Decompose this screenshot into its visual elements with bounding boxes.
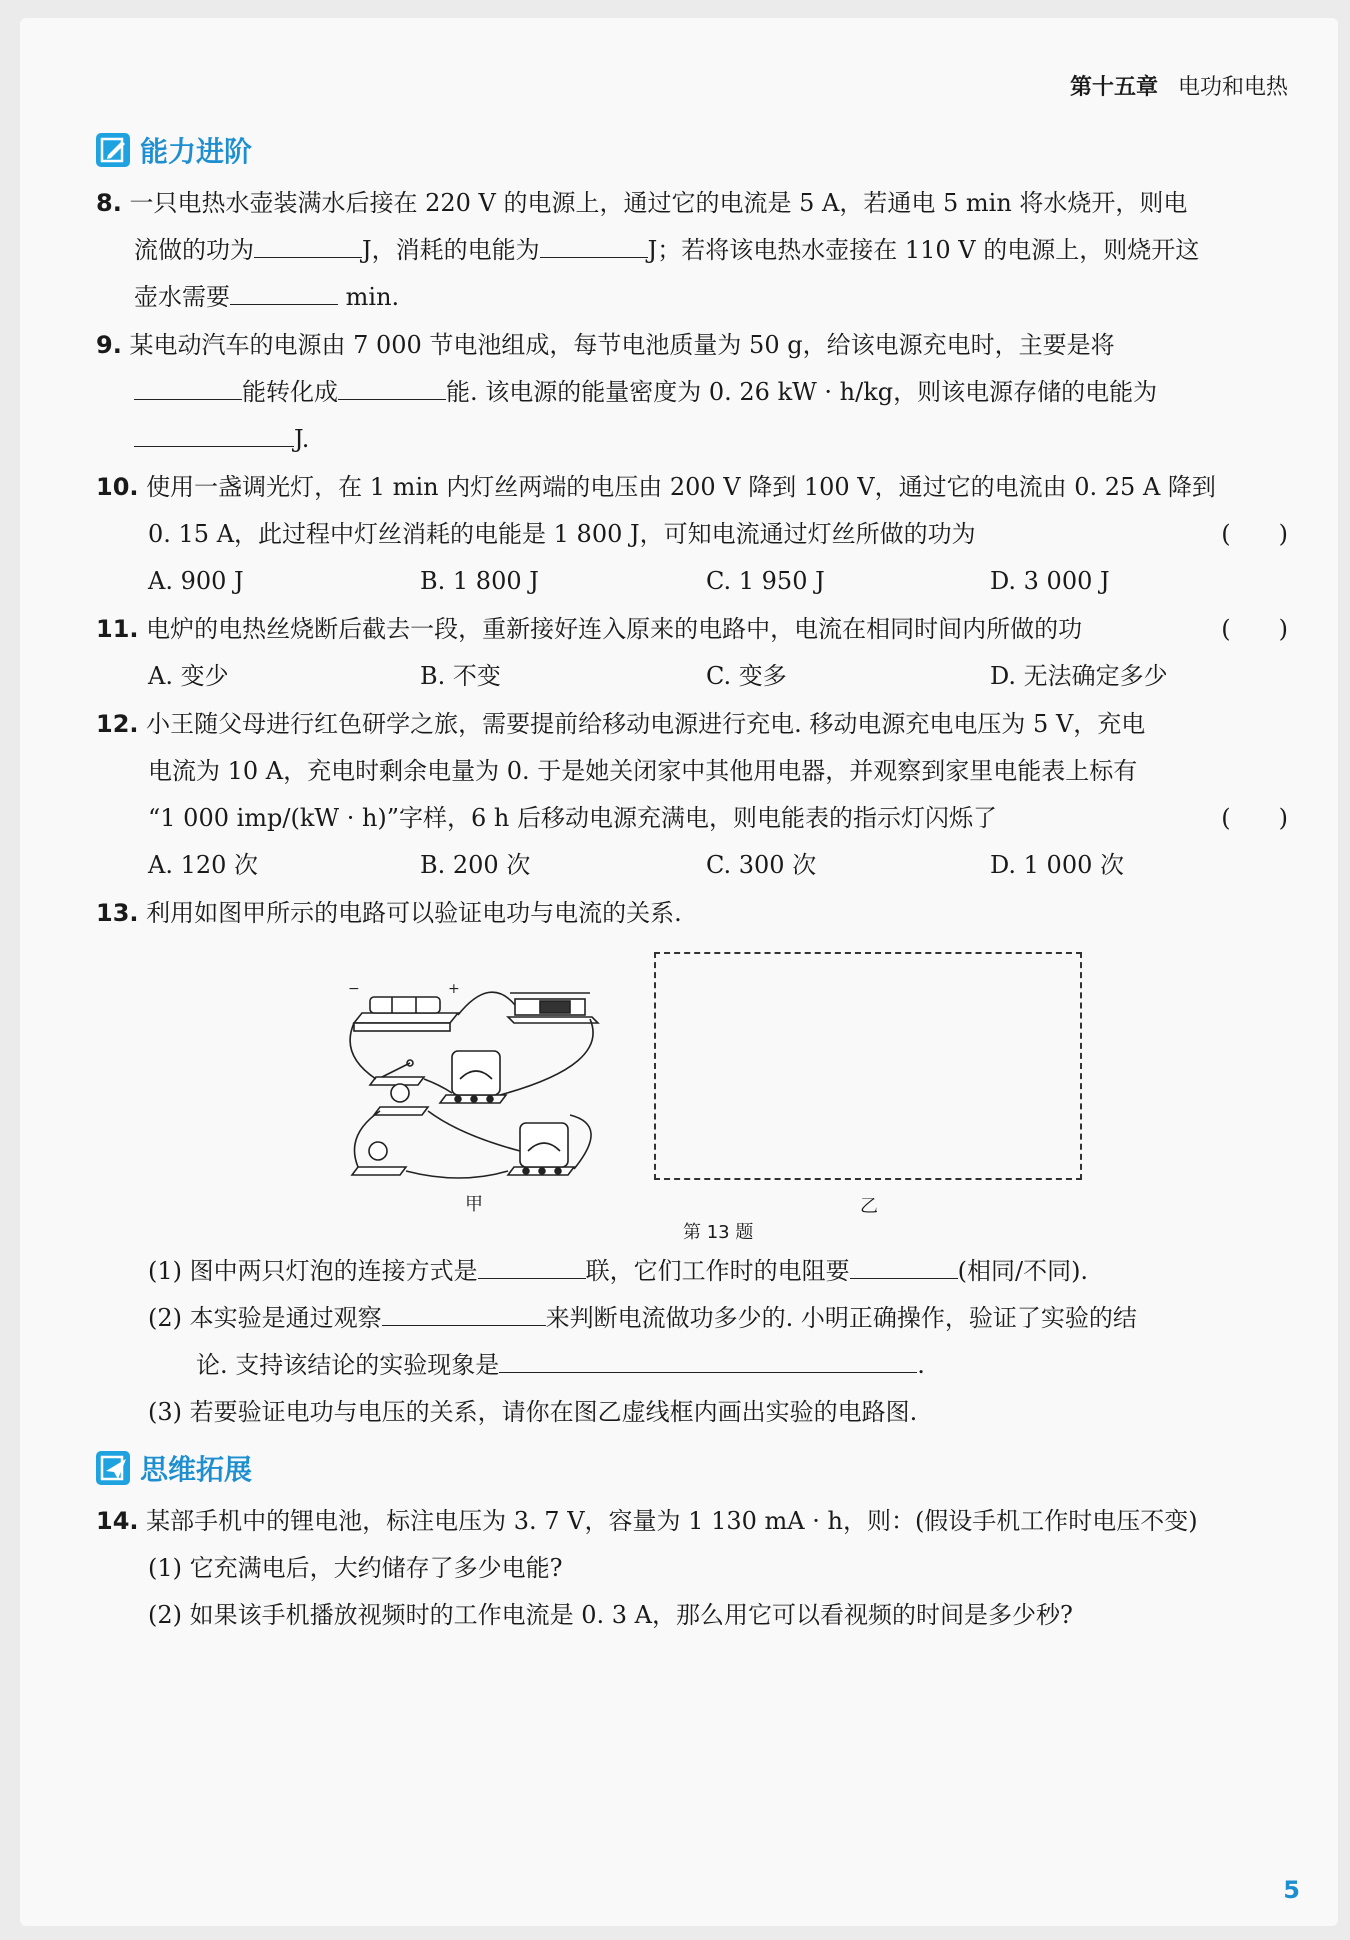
answer-paren[interactable]: ( ) (1221, 804, 1288, 832)
q14-sub2 (148, 1600, 1073, 1630)
q8-line1 (96, 188, 1187, 218)
option-d[interactable]: D. 无法确定多少 (990, 662, 1168, 690)
question-text: (2) 如果该手机播放视频时的工作电流是 0. 3 A，那么用它可以看视频的时间是多少秒? (148, 1601, 1073, 1629)
question-text: 利用如图甲所示的电路可以验证电功与电流的关系. (146, 899, 682, 927)
question-text: 某电动汽车的电源由 7 000 节电池组成，每节电池质量为 50 g，给该电源充电时，主要是将 (129, 331, 1115, 359)
q8-line3 (134, 282, 399, 312)
section-title: 能力进阶 (140, 135, 253, 168)
question-text: 来判断电流做功多少的. 小明正确操作，验证了实验的结 (545, 1304, 1137, 1332)
answer-blank[interactable] (254, 235, 362, 258)
svg-text:−: − (348, 981, 360, 997)
option-d[interactable]: D. 3 000 J (990, 567, 1110, 595)
figure-caption: 第 13 题 (683, 1222, 754, 1243)
pencil-icon (96, 133, 130, 167)
question-text: 能. 该电源的能量密度为 0. 26 kW · h/kg，则该电源存储的电能为 (446, 378, 1158, 406)
option-b[interactable]: B. 不变 (420, 662, 501, 690)
option-d[interactable]: D. 1 000 次 (990, 851, 1124, 879)
question-text: 某部手机中的锂电池，标注电压为 3. 7 V，容量为 1 130 mA · h，则：(假设手机工作时电压不变) (146, 1507, 1198, 1535)
option-a[interactable]: A. 900 J (148, 567, 244, 595)
q9-line3 (134, 424, 309, 454)
q11-line1 (96, 614, 1082, 644)
figure-label-b: 乙 (860, 1196, 878, 1217)
question-text: 论. 支持该结论的实验现象是 (196, 1351, 500, 1379)
svg-text:+: + (448, 981, 460, 997)
question-text: J，消耗的电能为 (362, 236, 540, 264)
question-text: 联，它们工作时的电阻要 (585, 1257, 850, 1285)
q12-line1 (96, 709, 1145, 739)
answer-blank[interactable] (382, 1303, 546, 1326)
answer-blank[interactable] (134, 377, 242, 400)
option-a[interactable]: A. 变少 (148, 662, 229, 690)
q14-sub1 (148, 1553, 563, 1583)
question-text: (1) 图中两只灯泡的连接方式是 (148, 1257, 478, 1285)
question-text: 0. 15 A，此过程中灯丝消耗的电能是 1 800 J，可知电流通过灯丝所做的功为 (148, 520, 976, 548)
question-text: 能转化成 (242, 378, 338, 406)
question-text: (1) 它充满电后，大约储存了多少电能? (148, 1554, 563, 1582)
section-heading-thinking (96, 1448, 252, 1488)
option-b[interactable]: B. 1 800 J (420, 567, 539, 595)
question-text: . (917, 1351, 925, 1379)
answer-blank[interactable] (499, 1350, 917, 1373)
q13-sub3 (148, 1397, 917, 1427)
answer-blank[interactable] (230, 282, 338, 305)
question-number: 8. (96, 189, 122, 217)
q13-sub1 (148, 1256, 1088, 1286)
question-text: (相同/不同). (957, 1257, 1089, 1285)
q9-line2 (134, 377, 1157, 407)
question-number: 11. (96, 615, 139, 643)
option-c[interactable]: C. 300 次 (706, 851, 817, 879)
question-text: (3) 若要验证电功与电压的关系，请你在图乙虚线框内画出实验的电路图. (148, 1398, 918, 1426)
answer-blank[interactable] (478, 1256, 586, 1279)
question-text: 壶水需要 (134, 283, 230, 311)
option-c[interactable]: C. 1 950 J (706, 567, 825, 595)
question-text: J. (294, 425, 310, 453)
q9-line1 (96, 330, 1115, 360)
question-number: 9. (96, 331, 122, 359)
question-text: (2) 本实验是通过观察 (148, 1304, 382, 1332)
question-text: “1 000 imp/(kW · h)”字样，6 h 后移动电源充满电，则电能表的指示灯闪烁了 (148, 804, 998, 832)
option-a[interactable]: A. 120 次 (148, 851, 259, 879)
question-number: 10. (96, 473, 139, 501)
question-text: 使用一盏调光灯，在 1 min 内灯丝两端的电压由 200 V 降到 100 V，通过它的电流由 0. 25 A 降到 (146, 473, 1216, 501)
drawing-box[interactable] (654, 952, 1082, 1180)
figure-label-a: 甲 (465, 1194, 483, 1215)
option-c[interactable]: C. 变多 (706, 662, 787, 690)
option-b[interactable]: B. 200 次 (420, 851, 531, 879)
q10-line2 (148, 519, 976, 549)
q10-line1 (96, 472, 1216, 502)
answer-blank[interactable] (540, 235, 648, 258)
question-text: J；若将该电热水壶接在 110 V 的电源上，则烧开这 (647, 236, 1200, 264)
chapter-label: 第十五章 (1069, 75, 1158, 100)
section-heading-ability (96, 130, 252, 170)
page-number: 5 (1283, 1876, 1300, 1904)
question-text: 电流为 10 A，充电时剩余电量为 0. 于是她关闭家中其他用电器，并观察到家里电能表上标有 (148, 757, 1138, 785)
question-text: 流做的功为 (134, 236, 254, 264)
question-number: 13. (96, 899, 139, 927)
question-text: 小王随父母进行红色研学之旅，需要提前给移动电源进行充电. 移动电源充电电压为 5 V，充电 (146, 710, 1146, 738)
paper-plane-icon (96, 1451, 130, 1485)
question-text: 一只电热水壶装满水后接在 220 V 的电源上，通过它的电流是 5 A，若通电 5 min 将水烧开，则电 (129, 189, 1188, 217)
answer-blank[interactable] (134, 424, 294, 447)
q12-line3 (148, 803, 997, 833)
q13-sub2-cont (196, 1350, 925, 1380)
q8-line2 (134, 235, 1199, 265)
answer-blank[interactable] (338, 377, 446, 400)
question-text: min. (345, 283, 400, 311)
question-number: 14. (96, 1507, 139, 1535)
q14-line1 (96, 1506, 1198, 1536)
answer-paren[interactable]: ( ) (1221, 520, 1288, 548)
question-text: 电炉的电热丝烧断后截去一段，重新接好连入原来的电路中，电流在相同时间内所做的功 (146, 615, 1083, 643)
q12-line2 (148, 756, 1137, 786)
circuit-figure (340, 975, 610, 1185)
page-header (1070, 70, 1288, 101)
question-number: 12. (96, 710, 139, 738)
chapter-title: 电功和电热 (1177, 75, 1288, 100)
answer-blank[interactable] (850, 1256, 958, 1279)
q13-sub2 (148, 1303, 1137, 1333)
q13-line1 (96, 898, 682, 928)
section-title: 思维拓展 (140, 1453, 253, 1486)
answer-paren[interactable]: ( ) (1221, 615, 1288, 643)
